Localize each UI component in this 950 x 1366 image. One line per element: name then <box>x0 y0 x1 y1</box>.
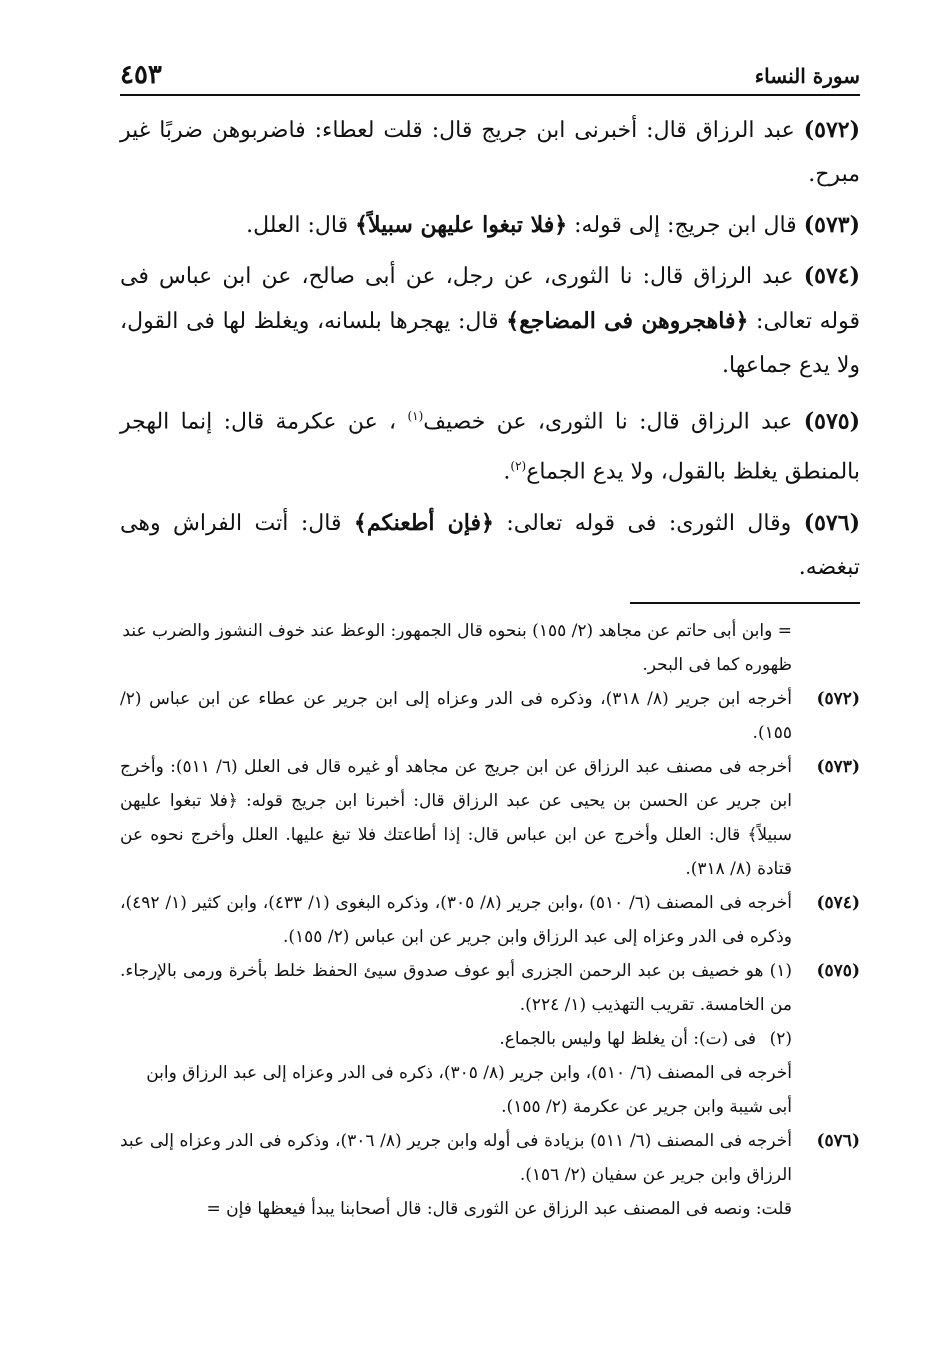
narration-number: (٥٧٣) <box>803 212 860 238</box>
footnote-575-subnote-2 <box>120 1022 860 1056</box>
footnote-ref: (٢) <box>510 459 527 474</box>
narration-number: (٥٧٢) <box>803 117 860 143</box>
footnotes <box>120 614 860 1226</box>
footnote-text <box>120 954 792 1022</box>
quran-quote: ﴿فلا تبغوا عليهن سبيلاً﴾ <box>120 790 792 845</box>
quran-quote: ﴿فلا تبغوا عليهن سبيلاً﴾ <box>355 212 568 238</box>
footnote-576 <box>120 1124 860 1192</box>
quran-quote: ﴿فإن أطعنكم﴾ <box>353 509 494 536</box>
narration-574 <box>120 254 860 388</box>
narration-text: قال: يهجرها بلسانه، ويغلظ لها فى القول، ولا يدع جماعها. <box>120 309 860 378</box>
narration-number: (٥٧٦) <box>803 509 860 536</box>
subnote-number: (١) <box>769 960 792 981</box>
footnote-text <box>120 750 792 886</box>
narration-text: قال ابن جريج: إلى قوله: <box>567 213 804 238</box>
narration-text: عبد الرزاق قال: نا الثورى، عن خصيف <box>423 409 804 435</box>
narration-text: عبد الرزاق قال: أخبرنى ابن جريج قال: قلت لعطاء: فاضربوهن ضربًا غير مبرح. <box>120 118 860 187</box>
narration-text: قال: أتت الفراش وهى تبغضه. <box>120 510 860 580</box>
footnote-575 <box>120 954 860 1022</box>
narration-575 <box>120 394 860 495</box>
footnote-continuation: = وابن أبى حاتم عن مجاهد (٢/ ١٥٥) بنحوه قال الجمهور: الوعظ عند خوف النشوز والضرب عند ظهوره كما فى البحر. <box>122 620 792 675</box>
narration-572 <box>120 108 860 197</box>
narration-number: (٥٧٥) <box>803 408 861 435</box>
footnote-572 <box>120 682 860 750</box>
narration-text: . <box>503 459 511 485</box>
footnote-label: (٥٧٥) <box>816 960 860 981</box>
footnote-separator <box>630 602 860 604</box>
footnote-label: (٥٧٦) <box>816 1130 860 1151</box>
narration-text: قال: العلل. <box>246 213 356 238</box>
footnote-text: أخرجه ابن جرير (٨/ ٣١٨)، وذكره فى الدر وعزاه إلى ابن جرير عن عطاء عن ابن عباس (٢/ ١٥٥). <box>120 688 792 743</box>
footnote-label: (٥٧٣) <box>816 756 860 777</box>
footnote-574 <box>120 886 860 954</box>
subnote-number: (٢) <box>769 1028 792 1049</box>
page-number: ٤٥٣ <box>120 60 162 90</box>
subnote-text: فى (ت): أن يغلظ لها وليس بالجماع. <box>499 1028 756 1049</box>
surah-title: سورة النساء <box>754 64 860 88</box>
footnote-ref: (١) <box>407 409 424 423</box>
main-text <box>120 108 860 590</box>
quran-quote: ﴿فاهجروهن فى المضاجع﴾ <box>506 308 749 334</box>
narration-text: وقال الثورى: فى قوله تعالى: <box>493 510 804 536</box>
footnote-label: (٥٧٢) <box>816 688 860 709</box>
footnote-576-note: قلت: ونصه فى المصنف عبد الرزاق عن الثورى قال: قال أصحابنا يبدأ فيعظها فإن = <box>206 1198 792 1219</box>
footnote-label: (٥٧٤) <box>816 892 860 913</box>
subnote-text: هو خصيف بن عبد الرحمن الجزرى أبو عوف صدوق سيئ الحفظ خلط بأخرة ورمى بالإرجاء. من الخامسة. تقريب التهذيب (١/ ٢٢٤). <box>120 960 792 1015</box>
footnote-text: أخرجه فى المصنف (٦/ ٥١١) بزيادة فى أوله وابن جرير (٨/ ٣٠٦)، وذكره فى الدر وعزاه إلى عبد الرزاق وابن جرير عن سفيان (٢/ ١٥٦). <box>120 1130 792 1185</box>
footnote-575-source: أخرجه فى المصنف (٦/ ٥١٠)، وابن جرير (٨/ ٣٠٥)، ذكره فى الدر وعزاه إلى عبد الرزاق وابن أبى شيبة وابن جرير عن عكرمة (٢/ ١٥٥). <box>146 1062 792 1117</box>
footnote-573 <box>120 750 860 886</box>
footnote-text: أخرجه فى المصنف (٦/ ٥١٠) ،وابن جرير (٨/ ٣٠٥)، وذكره البغوى (١/ ٤٣٣)، وابن كثير (١/ ٤٩٢)، وذكره فى الدر وعزاه إلى عبد الرزاق وابن جرير عن ابن عباس (٢/ ١٥٥). <box>120 892 792 947</box>
narration-text: ، عن عكرمة قال: إنما الهجر بالمنطق يغلظ بالقول، ولا يدع الجماع <box>120 409 860 485</box>
narration-576 <box>120 501 860 590</box>
narration-573 <box>120 203 860 248</box>
narration-number: (٥٧٤) <box>803 263 860 289</box>
footnote-text-part: أخرجه فى مصنف عبد الرزاق عن ابن جريج عن مجاهد أو غيره قال فى العلل (٦/ ٥١١): وأخرج ابن جرير عن الحسن بن يحيى عن عبد الرزاق قال: أخبرنا ابن جريج قوله: <box>120 756 792 811</box>
book-page <box>120 60 860 1340</box>
narration-text: عبد الرزاق قال: نا الثورى، عن رجل، عن أبى صالح، عن ابن عباس فى قوله تعالى: <box>120 264 860 334</box>
footnote-text-part: قال: العلل وأخرج عن ابن عباس قال: إذا أطاعتك فلا تبغ عليها. العلل وأخرج نحوه عن قتادة (٨/ ٣١٨). <box>120 824 792 879</box>
page-header <box>120 60 860 96</box>
